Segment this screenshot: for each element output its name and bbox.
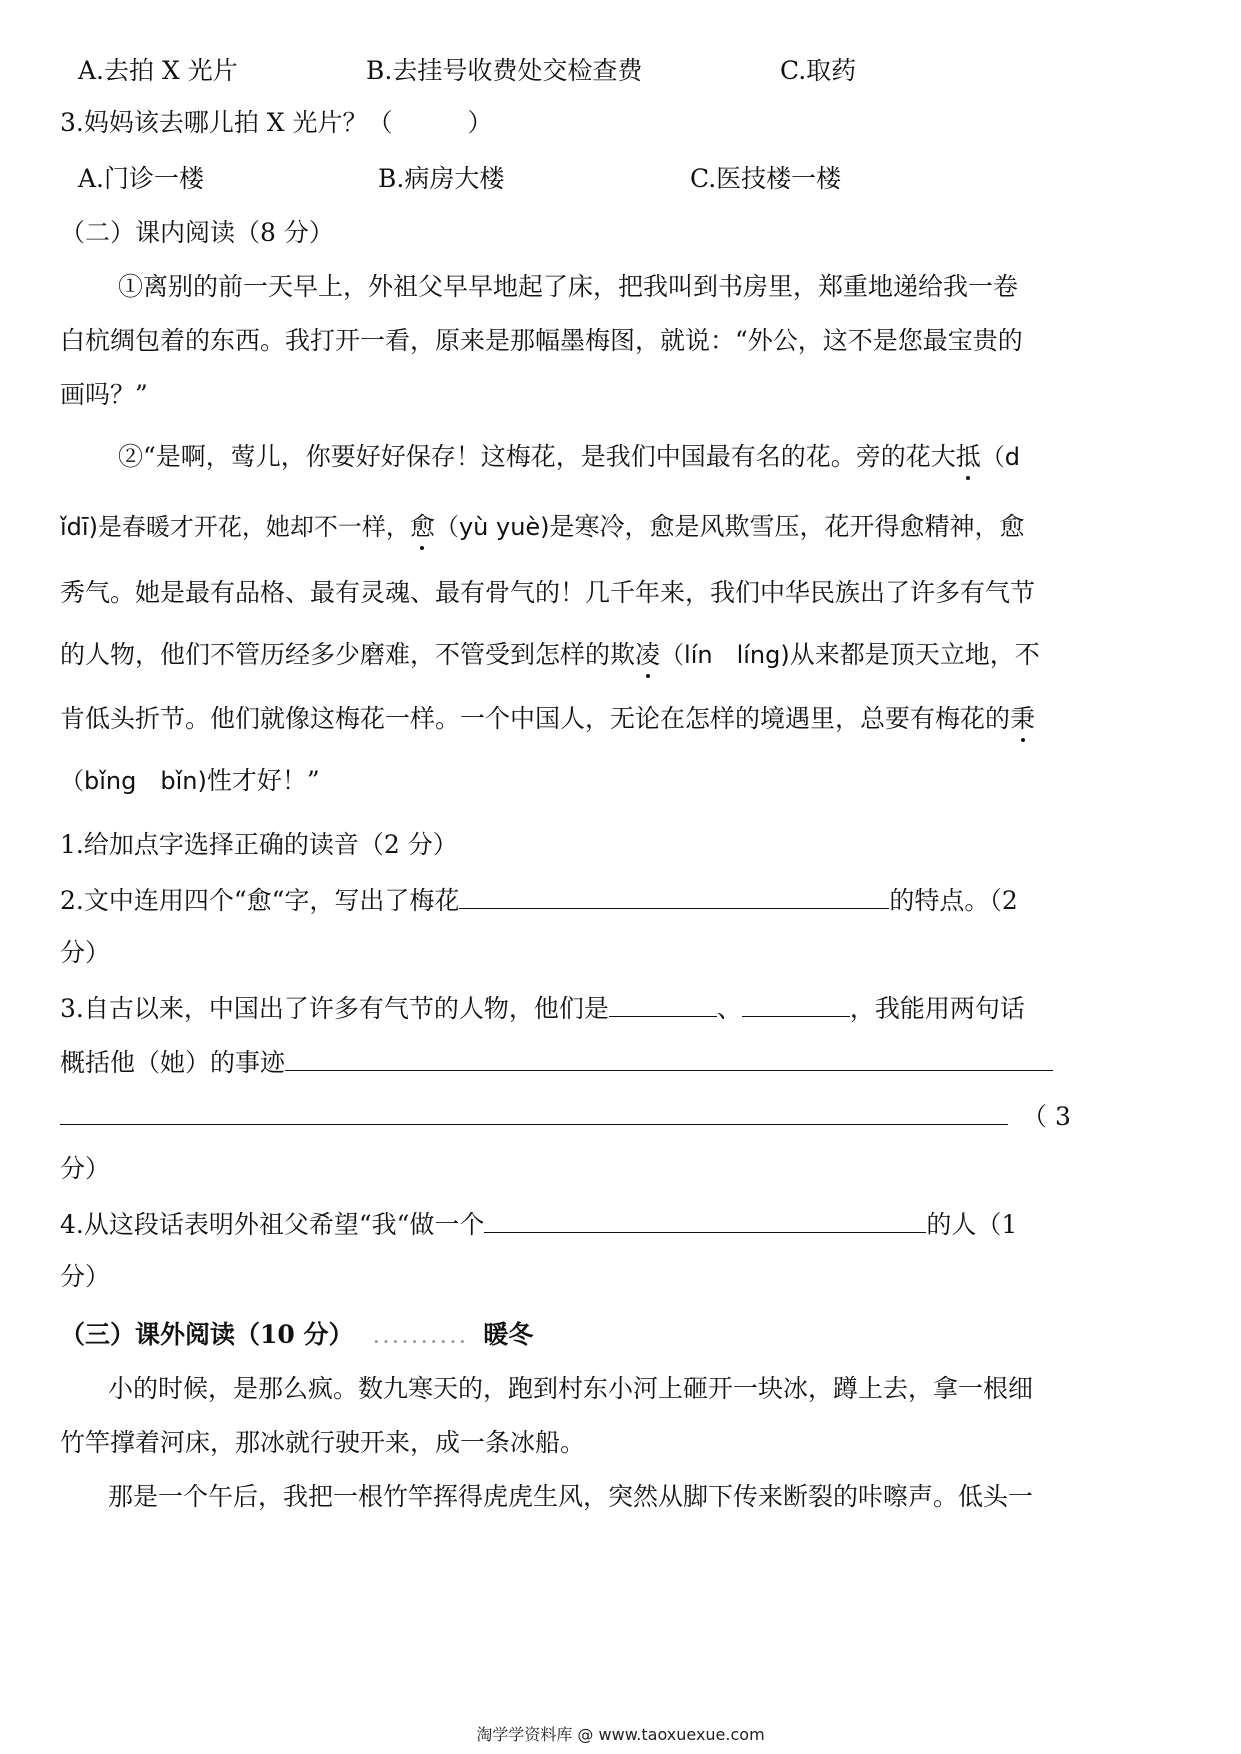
dotted-char: 凌 — [635, 640, 661, 669]
passage-p2-line6: （bǐng bǐn)性才好！” — [60, 766, 320, 795]
passage-p2-line5: 肯低头折节。他们就像这梅花一样。一个中国人，无论在怎样的境遇里，总要有梅花的秉 — [60, 704, 1036, 733]
question-4-cont: 分） — [60, 1262, 111, 1291]
answer-blank[interactable] — [459, 884, 889, 909]
passage-p2-line3: 秀气。她是最有品格、最有灵魂、最有骨气的！几千年来，我们中华民族出了许多有气节 — [60, 578, 1036, 607]
prev-option-a: A.去拍 X 光片 — [78, 56, 238, 85]
question-2: 2.文中连用四个“愈“字，写出了梅花 的特点。（2 — [60, 886, 1018, 915]
answer-blank[interactable] — [285, 1046, 1053, 1071]
q3-option-c: C.医技楼一楼 — [690, 164, 842, 193]
question-4: 4.从这段话表明外祖父希望“我“做一个 的人（1 — [60, 1210, 1018, 1239]
dotted-char: 愈 — [409, 512, 435, 541]
passage-p2-line1: ②“是啊，莺儿，你要好好保存！这梅花，是我们中国最有名的花。旁的花大抵（d — [118, 442, 1021, 471]
section-3-title: （三）课外阅读（10 分） .......... 暖冬 — [60, 1320, 534, 1349]
passage-p1-line2: 白杭绸包着的东西。我打开一看，原来是那幅墨梅图，就说：“外公，这不是您最宝贵的 — [60, 326, 1023, 355]
q3-option-a: A.门诊一楼 — [78, 164, 205, 193]
answer-blank[interactable] — [609, 992, 717, 1017]
dotted-char: 抵 — [955, 442, 981, 471]
prev-option-b: B.去挂号收费处交检查费 — [366, 56, 643, 85]
answer-blank[interactable] — [60, 1100, 1008, 1125]
question-3-cont3: 分） — [60, 1154, 111, 1183]
story-title: 暖冬 — [483, 1320, 534, 1349]
dotted-char: 秉 — [1010, 704, 1036, 733]
question-3-cont2: （ 3 — [60, 1100, 1071, 1132]
prev-option-c: C.取药 — [780, 56, 857, 85]
question-3-cont: 概括他（她）的事迹 — [60, 1046, 1053, 1078]
story-p1-line2: 竹竿撑着河床，那冰就行驶开来，成一条冰船。 — [60, 1428, 586, 1457]
question-3-top: 3.妈妈该去哪儿拍 X 光片？（ ） — [60, 108, 493, 137]
question-2-cont: 分） — [60, 938, 111, 967]
passage-p1-line1: ①离别的前一天早上，外祖父早早地起了床，把我叫到书房里，郑重地递给我一卷 — [118, 272, 1019, 301]
story-p1-line1: 小的时候，是那么疯。数九寒天的，跑到村东小河上砸开一块冰，蹲上去，拿一根细 — [108, 1374, 1034, 1403]
story-p2-line1: 那是一个午后，我把一根竹竿挥得虎虎生风，突然从脚下传来断裂的咔嚓声。低头一 — [108, 1482, 1034, 1511]
answer-blank[interactable] — [484, 1208, 926, 1233]
section-2-title: （二）课内阅读（8 分） — [60, 218, 334, 247]
question-3: 3.自古以来，中国出了许多有气节的人物，他们是 、 ，我能用两句话 — [60, 994, 1025, 1023]
page-footer: 淘学学资料库 @ www.taoxuexue.com — [476, 1725, 765, 1744]
passage-p2-line4: 的人物，他们不管历经多少磨难，不管受到怎样的欺凌（lín líng)从来都是顶天立地，不 — [60, 640, 1040, 669]
passage-p1-line3: 画吗？” — [60, 380, 148, 409]
answer-blank[interactable] — [742, 992, 850, 1017]
question-1: 1.给加点字选择正确的读音（2 分） — [60, 830, 458, 859]
q3-option-b: B.病房大楼 — [378, 164, 505, 193]
passage-p2-line2: ǐdī)是春暖才开花，她却不一样，愈（yù yuè)是寒冷，愈是风欺雪压，花开得愈精神，愈 — [60, 512, 1025, 541]
